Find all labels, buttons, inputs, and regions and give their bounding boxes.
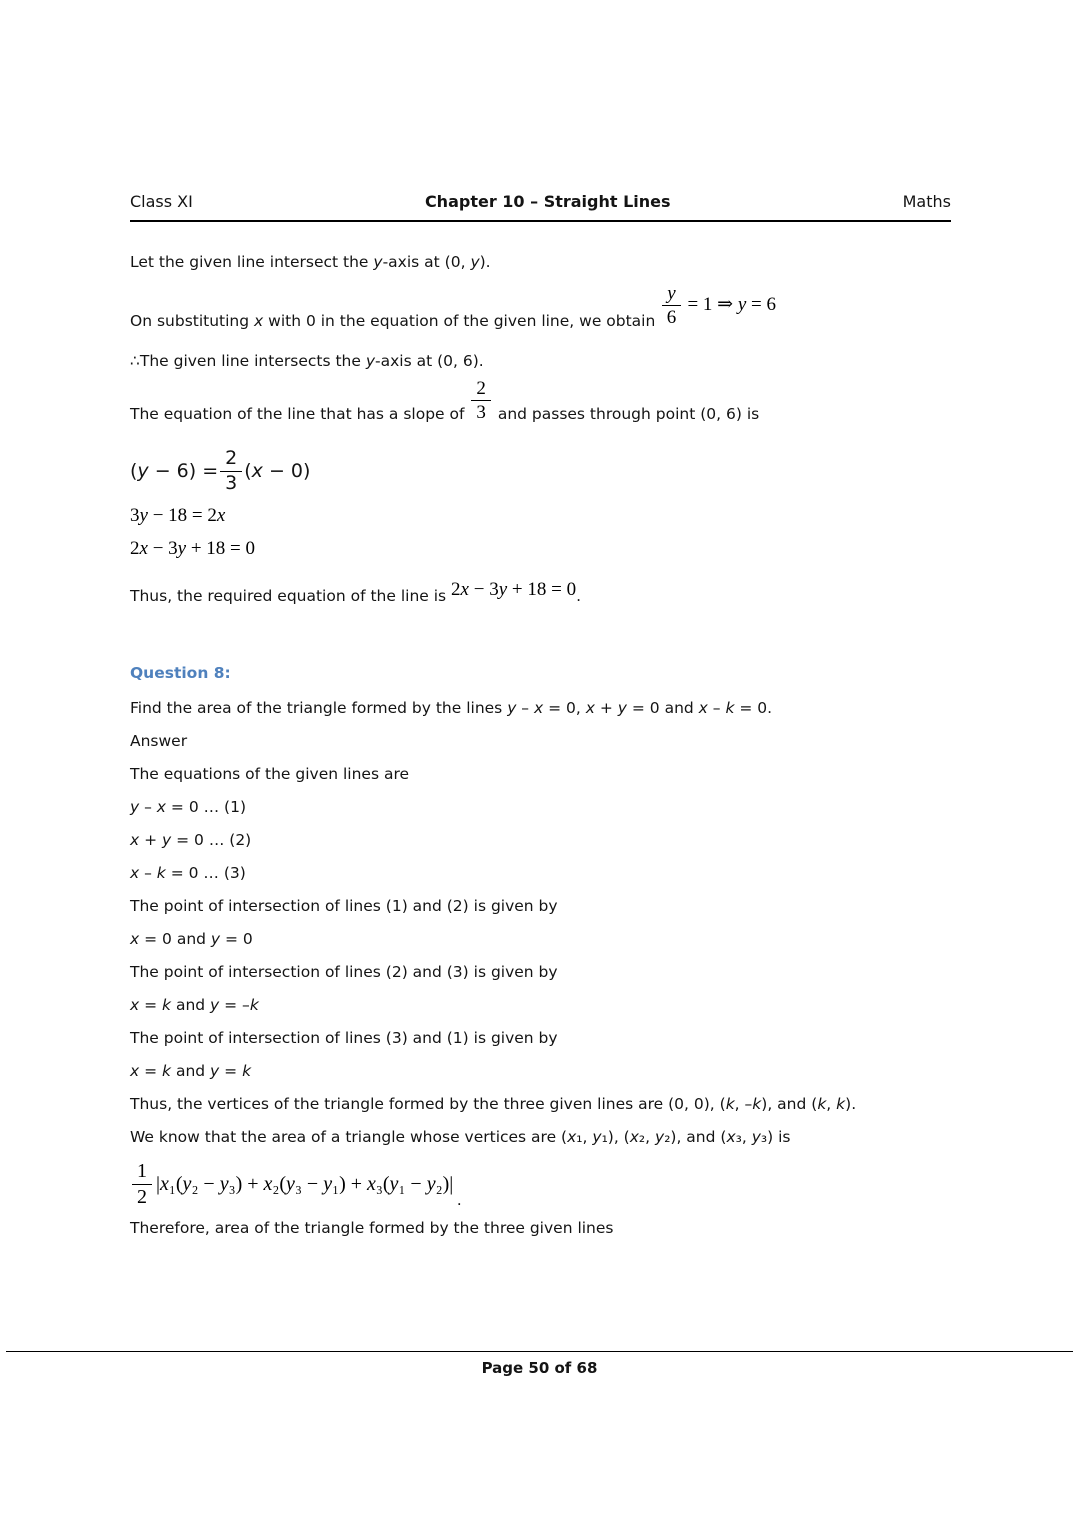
solution-intersection-3-1: x = k and y = k xyxy=(130,1062,252,1081)
header-chapter-title: Chapter 10 – Straight Lines xyxy=(424,192,671,211)
page-header xyxy=(130,192,951,222)
fraction-numerator: y xyxy=(662,283,680,306)
formula-tail: = 1 ⇒ y = 6 xyxy=(682,294,776,316)
equation-1-right: (x − 0) xyxy=(244,460,311,483)
para-slope-after: and passes through point (0, 6) is xyxy=(492,404,760,423)
para-substitute-x xyxy=(130,283,951,345)
solution-intersection-2-3: x = k and y = –k xyxy=(130,996,259,1015)
para-substitute-text: On substituting x with 0 in the equation of the given line, we obtain xyxy=(130,312,661,331)
derivation-block xyxy=(130,447,951,565)
area-formula xyxy=(130,1158,461,1210)
area-expression: |x₁(y₂ − y₃) + x₂(y₃ − y₁) + x₃(y₁ − y₂)| xyxy=(156,1172,454,1195)
para-slope xyxy=(130,377,951,438)
para-intersection-2-3: The point of intersection of lines (2) and (3) is given by xyxy=(130,963,558,982)
formula-slope-two-thirds xyxy=(469,377,493,423)
header-subject-label: Maths xyxy=(902,192,951,211)
formula-y-over-6-equals-1 xyxy=(660,283,776,329)
given-line-equation-2: x + y = 0 … (2) xyxy=(130,831,252,850)
fraction-denominator: 3 xyxy=(476,401,486,423)
para-thus-period: . xyxy=(576,587,582,606)
equation-line-3: 2x − 3y + 18 = 0 xyxy=(130,538,256,560)
equation-line-2: 3y − 18 = 2x xyxy=(130,505,226,527)
fraction-one-half xyxy=(130,1160,154,1208)
fraction-denominator: 6 xyxy=(666,307,677,329)
para-given-lines: The equations of the given lines are xyxy=(130,765,410,784)
page-footer xyxy=(0,1351,1079,1377)
given-line-equation-3: x – k = 0 … (3) xyxy=(130,864,246,883)
fraction-denominator: 2 xyxy=(137,1185,147,1208)
para-area-formula-intro: We know that the area of a triangle whose vertices are (x₁, y₁), (x₂, y₂), and (x₃, y₃) is xyxy=(130,1128,791,1147)
document-body xyxy=(130,222,951,1245)
para-intersection-1-2: The point of intersection of lines (1) and (2) is given by xyxy=(130,897,558,916)
para-slope-before: The equation of the line that has a slope of xyxy=(130,404,470,423)
given-line-equation-1: y – x = 0 … (1) xyxy=(130,798,246,817)
formula-result-equation: 2x − 3y + 18 = 0 xyxy=(451,579,577,601)
para-required-equation xyxy=(130,579,951,613)
fraction-numerator: 1 xyxy=(132,1160,152,1184)
question-8-heading: Question 8: xyxy=(130,664,231,683)
fraction-y-over-6 xyxy=(660,283,682,329)
para-therefore-intersects: ∴The given line intersects the y-axis at (0, 6). xyxy=(130,351,484,370)
para-intersect-y-axis: Let the given line intersect the y-axis at (0, y). xyxy=(130,253,491,271)
para-triangle-vertices: Thus, the vertices of the triangle formed by the three given lines are (0, 0), (k, –k), and (k, k). xyxy=(130,1095,857,1114)
answer-label: Answer xyxy=(130,732,188,751)
para-intersection-3-1: The point of intersection of lines (3) and (1) is given by xyxy=(130,1029,558,1048)
page-number: Page 50 of 68 xyxy=(481,1359,598,1377)
fraction-denominator: 3 xyxy=(225,471,238,494)
header-class-label: Class XI xyxy=(130,192,193,211)
solution-intersection-1-2: x = 0 and y = 0 xyxy=(130,930,253,949)
equation-line-1 xyxy=(130,447,951,495)
para-thus-text: Thus, the required equation of the line is xyxy=(130,587,452,606)
fraction-numerator: 2 xyxy=(471,378,491,401)
equation-1-left: (y − 6) = xyxy=(130,460,219,483)
formula-period: . xyxy=(457,1192,462,1210)
fraction-two-thirds xyxy=(218,448,244,494)
fraction-two-thirds xyxy=(469,378,493,424)
para-therefore-area: Therefore, area of the triangle formed by the three given lines xyxy=(130,1219,614,1238)
fraction-numerator: 2 xyxy=(220,448,242,471)
question-8-text: Find the area of the triangle formed by the lines y – x = 0, x + y = 0 and x – k = 0. xyxy=(130,699,773,718)
